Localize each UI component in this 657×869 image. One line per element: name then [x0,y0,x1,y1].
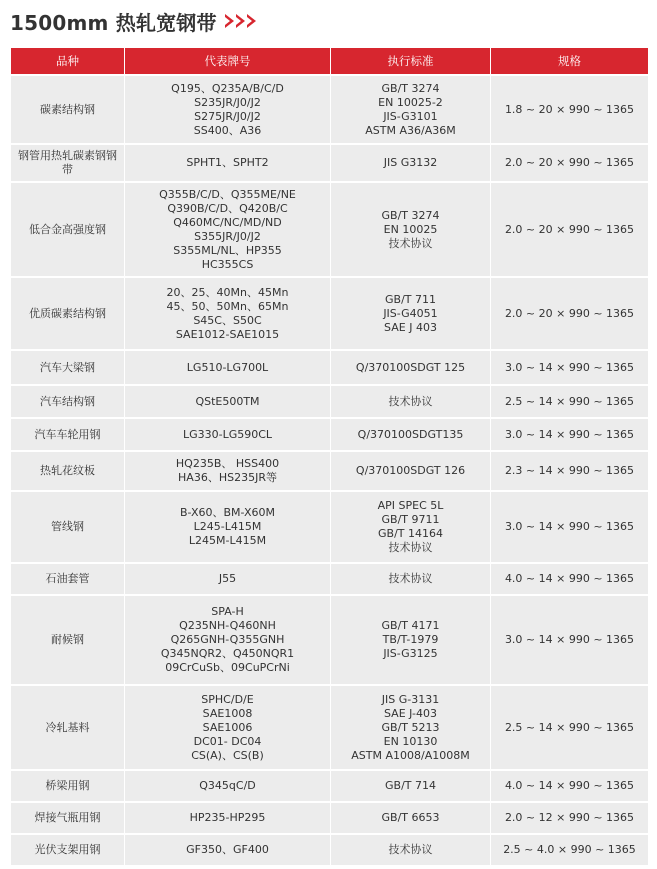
chevron-right-icon [236,14,245,28]
cell-spec: 2.0 ~ 12 × 990 ~ 1365 [491,802,649,834]
cell-variety: 优质碳素结构钢 [11,277,125,350]
cell-spec: 2.0 ~ 20 × 990 ~ 1365 [491,277,649,350]
standard-line: 技术协议 [388,236,433,250]
grade-line: J55 [218,572,237,585]
grade-line: LG510-LG700L [186,360,269,374]
standard-line: ASTM A36/A36M [365,123,456,137]
standard-line: Q/370100SDGT 126 [355,464,466,477]
table-row [11,144,649,182]
cell-grades [125,451,331,491]
cell-grades [125,802,331,834]
standard-line: GB/T 9711 [381,513,440,526]
cell-variety: 汽车结构钢 [11,385,125,418]
table-row [11,834,649,866]
cell-standards [331,182,491,277]
cell-grades [125,563,331,595]
chevron-right-icon [225,14,234,28]
grade-line: SPA-H [211,605,244,618]
cell-variety: 热轧花纹板 [11,451,125,491]
cell-standards [331,802,491,834]
standard-line: 技术协议 [388,394,433,408]
cell-variety: 汽车车轮用钢 [11,418,125,451]
standard-line: TB/T-1979 [382,633,439,646]
cell-variety: 钢管用热轧碳素钢钢带 [11,144,125,182]
cell-spec: 3.0 ~ 14 × 990 ~ 1365 [491,595,649,685]
cell-standards [331,834,491,866]
cell-spec: 2.5 ~ 4.0 × 990 ~ 1365 [491,834,649,866]
grade-line: SPHC/D/E [201,692,254,706]
cell-grades [125,182,331,277]
standard-line: GB/T 714 [385,779,436,792]
grade-line: DC01- DC04 [193,734,262,748]
header-spec: 规格 [491,48,649,75]
cell-standards [331,491,491,563]
header-grades: 代表牌号 [125,48,331,75]
grade-line: Q265GNH-Q355GNH [170,633,285,646]
cell-grades [125,144,331,182]
cell-spec: 1.8 ~ 20 × 990 ~ 1365 [491,75,649,144]
grade-line: HA36、HS235JR等 [178,471,277,484]
cell-grades [125,277,331,350]
standard-line: EN 10025 [383,222,438,236]
cell-standards [331,75,491,144]
grade-line: L245-L415M [193,520,262,533]
table-header-row [11,48,649,75]
grade-line: S355JR/J0/J2 [194,229,261,243]
cell-grades [125,350,331,385]
grade-line: HC355CS [201,257,254,271]
grade-line: Q345NQR2、Q450NQR1 [160,647,295,660]
table-row [11,277,649,350]
cell-variety: 汽车大梁钢 [11,350,125,385]
cell-standards [331,277,491,350]
cell-grades [125,595,331,685]
cell-grades [125,75,331,144]
cell-variety: 冷轧基料 [11,685,125,770]
cell-grades [125,385,331,418]
cell-variety: 桥梁用钢 [11,770,125,802]
table-row [11,563,649,595]
standard-line: SAE J-403 [384,706,437,720]
cell-spec: 4.0 ~ 14 × 990 ~ 1365 [491,563,649,595]
standard-line: Q/370100SDGT 125 [355,360,466,374]
standard-line: JIS-G4051 [383,306,438,320]
grade-line: Q390B/C/D、Q420B/C [167,201,288,215]
standard-line: GB/T 5213 [381,720,440,734]
table-row [11,350,649,385]
grade-line: LG330-LG590CL [182,427,273,441]
standard-line: Q/370100SDGT135 [357,427,464,441]
cell-spec: 4.0 ~ 14 × 990 ~ 1365 [491,770,649,802]
cell-standards [331,595,491,685]
cell-spec: 2.5 ~ 14 × 990 ~ 1365 [491,685,649,770]
cell-spec: 3.0 ~ 14 × 990 ~ 1365 [491,491,649,563]
cell-variety: 管线钢 [11,491,125,563]
cell-standards [331,385,491,418]
grade-line: SAE1008 [202,706,253,720]
grade-line: SAE1012-SAE1015 [175,327,280,341]
grade-line: S275JR/J0/J2 [194,109,261,123]
grade-line: B-X60、BM-X60M [180,506,275,519]
page-header [10,6,258,36]
cell-grades [125,491,331,563]
cell-spec: 2.0 ~ 20 × 990 ~ 1365 [491,144,649,182]
cell-grades [125,418,331,451]
standard-line: SAE J 403 [384,320,437,334]
cell-variety: 焊接气瓶用钢 [11,802,125,834]
cell-standards [331,563,491,595]
grade-line: S45C、S50C [193,313,262,327]
table-row [11,75,649,144]
standard-line: EN 10130 [383,734,438,748]
grade-line: HQ235B、 HSS400 [175,457,280,470]
table-row [11,491,649,563]
table-row [11,770,649,802]
triple-chevron-icon [225,14,258,28]
grade-line: 20、25、40Mn、45Mn [166,285,289,299]
cell-spec: 2.3 ~ 14 × 990 ~ 1365 [491,451,649,491]
cell-variety: 石油套管 [11,563,125,595]
standard-line: 技术协议 [388,572,433,585]
cell-spec: 2.0 ~ 20 × 990 ~ 1365 [491,182,649,277]
standard-line: API SPEC 5L [377,499,444,512]
standard-line: JIS G-3131 [381,692,440,706]
standard-line: GB/T 14164 [378,527,443,540]
standard-line: GB/T 4171 [381,619,440,632]
standard-line: JIS-G3125 [383,647,438,660]
cell-grades [125,770,331,802]
cell-spec: 3.0 ~ 14 × 990 ~ 1365 [491,350,649,385]
table-row [11,685,649,770]
grade-line: 45、50、50Mn、65Mn [166,299,289,313]
cell-spec: 2.5 ~ 14 × 990 ~ 1365 [491,385,649,418]
standard-line: ASTM A1008/A1008M [351,748,470,762]
standard-line: 技术协议 [388,541,433,554]
cell-standards [331,685,491,770]
cell-standards [331,144,491,182]
cell-standards [331,770,491,802]
standard-line: GB/T 3274 [381,208,440,222]
grade-line: S235JR/J0/J2 [194,95,261,109]
grade-line: Q460MC/NC/MD/ND [173,215,282,229]
header-variety: 品种 [11,48,125,75]
grade-line: Q345qC/D [199,779,256,792]
chevron-right-icon [247,14,256,28]
grade-line: CS(A)、CS(B) [191,748,264,762]
cell-variety: 光伏支架用钢 [11,834,125,866]
table-row [11,595,649,685]
cell-standards [331,350,491,385]
grade-line: 09CrCuSb、09CuPCrNi [165,661,290,674]
grade-line: S355ML/NL、HP355 [173,243,282,257]
grade-line: QStE500TM [195,394,260,408]
grade-line: SAE1006 [202,720,253,734]
standard-line: JIS G3132 [383,156,438,169]
cell-spec: 3.0 ~ 14 × 990 ~ 1365 [491,418,649,451]
grade-line: L245M-L415M [188,534,267,547]
table-row [11,182,649,277]
table-row [11,385,649,418]
table-row [11,418,649,451]
cell-standards [331,451,491,491]
standard-line: JIS-G3101 [383,109,438,123]
standard-line: 技术协议 [388,843,433,856]
table-row [11,802,649,834]
cell-variety: 低合金高强度钢 [11,182,125,277]
grade-line: Q195、Q235A/B/C/D [171,81,284,95]
cell-grades [125,685,331,770]
grade-line: Q355B/C/D、Q355ME/NE [159,187,296,201]
standard-line: GB/T 6653 [381,811,440,824]
standard-line: GB/T 711 [385,292,436,306]
header-standards: 执行标准 [331,48,491,75]
page-title: 1500mm 热轧宽钢带 [10,10,217,35]
grade-line: SPHT1、SPHT2 [186,156,269,169]
grade-line: GF350、GF400 [186,843,269,856]
table-row [11,451,649,491]
cell-variety: 碳素结构钢 [11,75,125,144]
grade-line: HP235-HP295 [189,811,266,824]
cell-grades [125,834,331,866]
grade-line: SS400、A36 [193,123,262,137]
grade-line: Q235NH-Q460NH [179,619,276,632]
cell-variety: 耐候钢 [11,595,125,685]
cell-standards [331,418,491,451]
standard-line: EN 10025-2 [378,95,443,109]
standard-line: GB/T 3274 [381,81,440,95]
steel-spec-table [10,48,649,867]
